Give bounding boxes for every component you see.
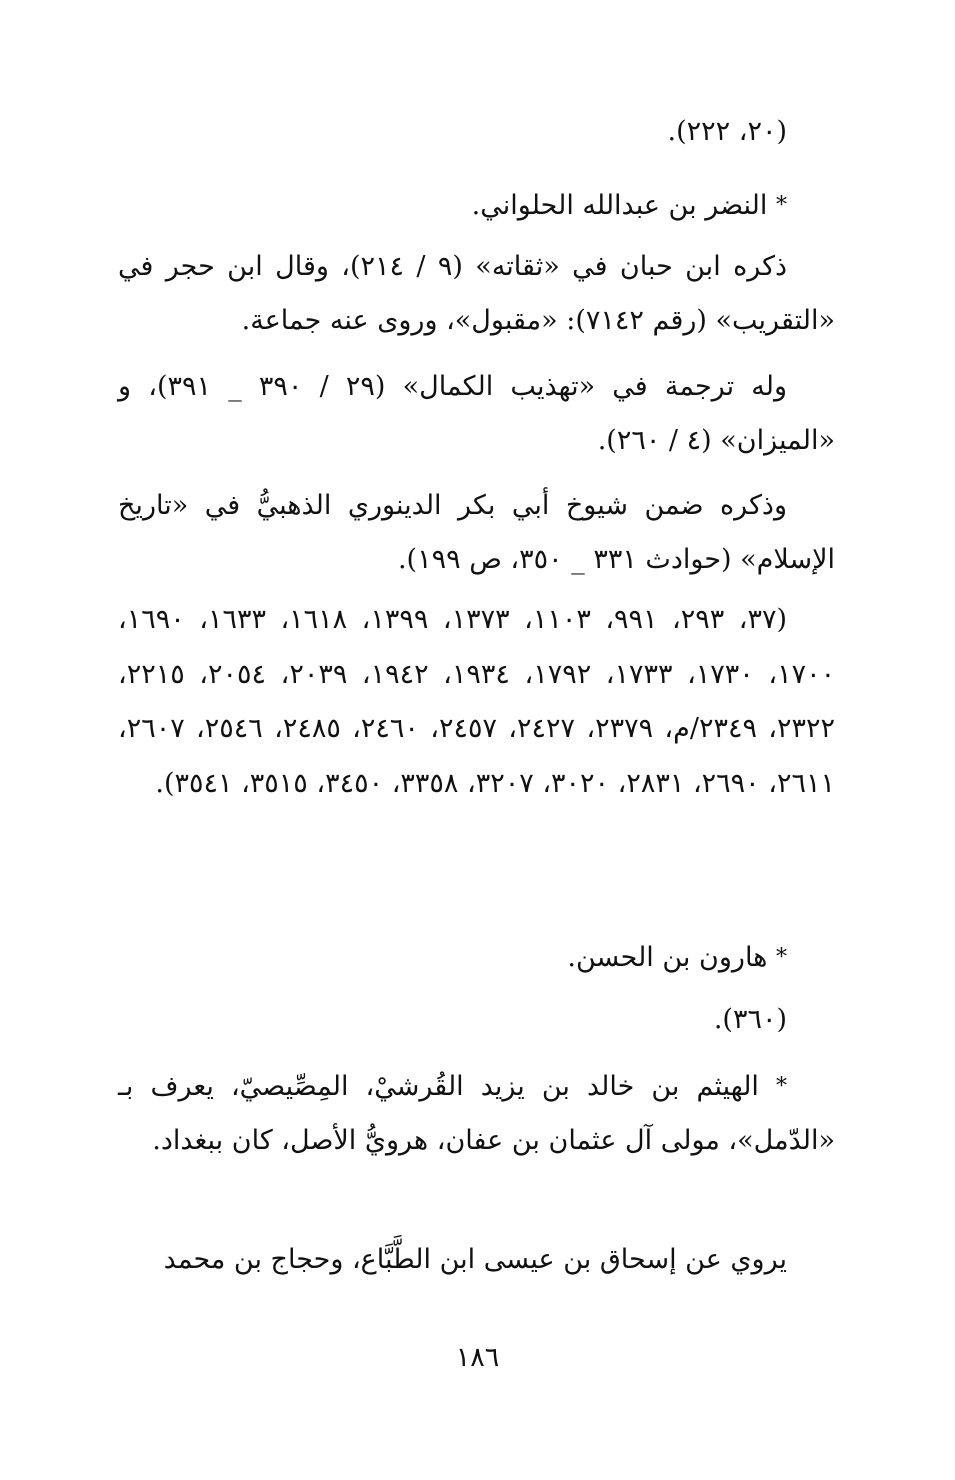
paragraph-number-list	[118, 593, 835, 811]
asterisk-icon: *	[776, 945, 787, 970]
paragraph-body-3	[118, 479, 835, 587]
entry-heading-text: الهيثم بن خالد بن يزيد القُرشيْ، المِصِّيصيّ، يعرف بـ «الدّمل»، مولى آل عثمان بن عفان، هرويُّ الأصل، كان ببغداد.	[118, 1071, 835, 1156]
citation-text: (٣٦٠).	[713, 1004, 787, 1035]
paragraph-body-1	[118, 240, 835, 348]
paragraph-citation-1	[118, 105, 835, 159]
body-text: وله ترجمة في «تهذيب الكمال» (٢٩ / ٣٩٠ _ ٣٩١)، و «الميزان» (٤ / ٢٦٠).	[118, 371, 835, 456]
entry-heading-text: النضر بن عبدالله الحلواني.	[471, 190, 768, 221]
body-text: وذكره ضمن شيوخ أبي بكر الدينوري الذهبيُّ في «تاريخ الإسلام» (حوادث ٣٣١ _ ٣٥٠، ص ١٩٩).	[118, 490, 835, 575]
asterisk-icon: *	[776, 193, 787, 218]
entry-heading-text: هارون بن الحسن.	[567, 942, 768, 973]
asterisk-icon: *	[775, 1074, 787, 1099]
body-text: ذكره ابن حبان في «ثقاته» (٩ / ٢١٤)، وقال ابن حجر في «التقريب» (رقم ٧١٤٢): «مقبول»، وروى عنه جماعة.	[118, 251, 835, 336]
paragraph-entry-heading-1	[118, 179, 835, 233]
paragraph-entry-heading-2	[118, 931, 835, 985]
body-text: يروي عن إسحاق بن عيسى ابن الطَّبَّاع، وحجاج بن محمد	[163, 1244, 787, 1275]
paragraph-entry-heading-3	[118, 1060, 835, 1168]
citation-text: (٢٠، ٢٢٢).	[667, 116, 787, 147]
page-number: ١٨٦	[455, 1342, 500, 1373]
paragraph-body-4	[118, 1233, 835, 1287]
paragraph-citation-2	[118, 993, 835, 1047]
paragraph-body-2	[118, 360, 835, 468]
number-list-text: (٣٧، ٢٩٣، ٩٩١، ١١٠٣، ١٣٧٣، ١٣٩٩، ١٦١٨، ١٦٣٣، ١٦٩٠، ١٧٠٠، ١٧٣٠، ١٧٣٣، ١٧٩٢، ١٩٣٤، ١٩٤٢، ٢٠٣٩، ٢٠٥٤، ٢٢١٥، ٢٣٢٢، ٢٣٤٩/م، ٢٣٧٩، ٢٤٢٧، ٢٤٥٧، ٢٤٦٠، ٢٤٨٥، ٢٥٤٦، ٢٦٠٧، ٢٦١١، ٢٦٩٠، ٢٨٣١، ٣٠٢٠، ٣٢٠٧، ٣٣٥٨، ٣٤٥٠، ٣٥١٥، ٣٥٤١).	[118, 604, 836, 799]
